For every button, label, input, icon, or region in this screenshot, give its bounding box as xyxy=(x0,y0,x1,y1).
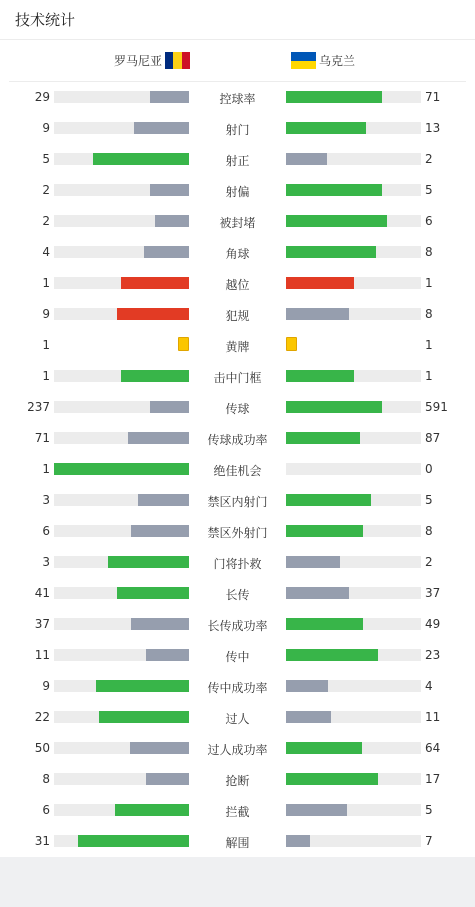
away-bar-fill xyxy=(286,370,354,382)
stat-label: 传中成功率 xyxy=(207,681,268,695)
away-value: 17 xyxy=(425,772,441,786)
away-bar-fill xyxy=(286,432,360,444)
away-value: 5 xyxy=(425,803,433,817)
home-value: 41 xyxy=(34,586,50,600)
home-bar-fill xyxy=(144,246,189,258)
away-bar-fill xyxy=(286,525,363,537)
home-bar-fill xyxy=(150,91,189,103)
ukraine-flag-icon xyxy=(291,52,316,69)
stat-row xyxy=(0,522,475,542)
away-value: 591 xyxy=(425,400,448,414)
away-value: 13 xyxy=(425,121,441,135)
stat-row xyxy=(0,119,475,139)
away-bar-fill xyxy=(286,91,382,103)
home-bar xyxy=(54,277,189,289)
home-value: 1 xyxy=(42,276,50,290)
home-bar-fill xyxy=(134,122,189,134)
home-value: 6 xyxy=(42,524,50,538)
home-bar xyxy=(54,401,189,413)
home-bar xyxy=(54,308,189,320)
stat-label: 拦截 xyxy=(225,805,250,819)
away-value: 1 xyxy=(425,369,433,383)
home-bar-fill xyxy=(146,773,189,785)
stat-label: 门将扑救 xyxy=(213,557,262,571)
home-bar xyxy=(54,618,189,630)
section-title: 技术统计 xyxy=(15,11,76,29)
away-value: 1 xyxy=(425,338,433,352)
away-bar xyxy=(286,401,421,413)
away-bar xyxy=(286,742,421,754)
home-bar xyxy=(54,370,189,382)
home-bar-fill xyxy=(108,556,189,568)
home-value: 237 xyxy=(27,400,50,414)
away-value: 5 xyxy=(425,183,433,197)
stat-row xyxy=(0,88,475,108)
stat-label: 越位 xyxy=(225,278,250,292)
stat-row xyxy=(0,398,475,418)
away-bar xyxy=(286,649,421,661)
home-team-name: 罗马尼亚 xyxy=(113,54,162,68)
stat-label: 黄牌 xyxy=(225,340,250,354)
home-bar-fill xyxy=(150,401,189,413)
yellow-card-icon xyxy=(286,337,297,351)
away-bar-fill xyxy=(286,556,340,568)
home-bar-fill xyxy=(131,618,189,630)
stat-label: 射偏 xyxy=(225,185,250,199)
stat-label: 抢断 xyxy=(225,774,250,788)
romania-flag-icon xyxy=(165,52,190,69)
away-bar-fill xyxy=(286,494,371,506)
home-bar xyxy=(54,463,189,475)
stat-label: 射门 xyxy=(225,123,250,137)
home-value: 3 xyxy=(42,555,50,569)
home-bar-fill xyxy=(138,494,189,506)
home-bar-fill xyxy=(146,649,189,661)
away-bar-fill xyxy=(286,246,376,258)
away-bar xyxy=(286,215,421,227)
home-value: 9 xyxy=(42,121,50,135)
home-bar xyxy=(54,494,189,506)
away-value: 7 xyxy=(425,834,433,848)
away-value: 8 xyxy=(425,245,433,259)
section-header xyxy=(0,0,475,40)
away-bar xyxy=(286,711,421,723)
stat-row xyxy=(0,460,475,480)
away-bar xyxy=(286,370,421,382)
home-bar-fill xyxy=(99,711,189,723)
stat-label: 传球 xyxy=(225,402,250,416)
home-value: 31 xyxy=(34,834,50,848)
away-bar xyxy=(286,773,421,785)
stat-row xyxy=(0,553,475,573)
home-bar xyxy=(54,153,189,165)
home-bar-fill xyxy=(131,525,189,537)
home-value: 1 xyxy=(42,369,50,383)
home-value: 22 xyxy=(34,710,50,724)
home-value: 29 xyxy=(34,90,50,104)
yellow-card-icon xyxy=(178,337,189,351)
away-bar-fill xyxy=(286,122,366,134)
home-bar xyxy=(54,246,189,258)
stat-label: 击中门框 xyxy=(213,371,262,385)
away-bar xyxy=(286,494,421,506)
away-value: 4 xyxy=(425,679,433,693)
home-value: 6 xyxy=(42,803,50,817)
home-bar xyxy=(54,184,189,196)
away-value: 71 xyxy=(425,90,441,104)
home-bar xyxy=(54,680,189,692)
away-value: 2 xyxy=(425,152,433,166)
away-value: 23 xyxy=(425,648,441,662)
home-value: 9 xyxy=(42,307,50,321)
home-value: 37 xyxy=(34,617,50,631)
away-bar-fill xyxy=(286,680,328,692)
home-value: 4 xyxy=(42,245,50,259)
away-bar-fill xyxy=(286,401,382,413)
home-value: 2 xyxy=(42,214,50,228)
home-team xyxy=(114,52,190,69)
stat-label: 禁区内射门 xyxy=(207,495,268,509)
away-value: 49 xyxy=(425,617,441,631)
stat-row xyxy=(0,739,475,759)
stat-label: 角球 xyxy=(225,247,250,261)
home-bar-fill xyxy=(150,184,189,196)
home-bar-fill xyxy=(117,308,189,320)
away-bar xyxy=(286,804,421,816)
away-value: 6 xyxy=(425,214,433,228)
home-value: 1 xyxy=(42,462,50,476)
away-value: 8 xyxy=(425,307,433,321)
home-bar xyxy=(54,711,189,723)
away-bar xyxy=(286,835,421,847)
away-bar xyxy=(286,587,421,599)
away-value: 64 xyxy=(425,741,441,755)
home-bar-fill xyxy=(96,680,189,692)
away-value: 0 xyxy=(425,462,433,476)
home-bar xyxy=(54,773,189,785)
away-bar xyxy=(286,184,421,196)
stat-row xyxy=(0,150,475,170)
stat-row xyxy=(0,243,475,263)
away-bar-fill xyxy=(286,184,382,196)
away-value: 5 xyxy=(425,493,433,507)
away-value: 8 xyxy=(425,524,433,538)
stat-row xyxy=(0,677,475,697)
stat-row xyxy=(0,429,475,449)
away-bar xyxy=(286,246,421,258)
away-bar-fill xyxy=(286,308,349,320)
away-bar xyxy=(286,91,421,103)
stat-label: 控球率 xyxy=(219,92,256,106)
away-bar-fill xyxy=(286,773,378,785)
away-bar xyxy=(286,277,421,289)
home-bar xyxy=(54,432,189,444)
away-bar-fill xyxy=(286,835,310,847)
stat-label: 长传 xyxy=(225,588,250,602)
away-bar-fill xyxy=(286,215,387,227)
stat-label: 传中 xyxy=(225,650,250,664)
home-bar xyxy=(54,122,189,134)
stat-label: 被封堵 xyxy=(219,216,256,230)
stat-label: 过人成功率 xyxy=(207,743,268,757)
home-bar xyxy=(54,525,189,537)
home-value: 71 xyxy=(34,431,50,445)
home-value: 2 xyxy=(42,183,50,197)
home-bar-fill xyxy=(115,804,189,816)
away-team-name: 乌克兰 xyxy=(319,54,356,68)
away-bar-fill xyxy=(286,153,327,165)
stat-row xyxy=(0,646,475,666)
away-bar xyxy=(286,122,421,134)
stat-row xyxy=(0,708,475,728)
stat-row xyxy=(0,770,475,790)
home-value: 11 xyxy=(34,648,50,662)
home-bar-fill xyxy=(117,587,189,599)
home-value: 3 xyxy=(42,493,50,507)
away-bar xyxy=(286,153,421,165)
away-bar xyxy=(286,680,421,692)
home-value: 9 xyxy=(42,679,50,693)
away-bar-fill xyxy=(286,618,363,630)
stat-row xyxy=(0,305,475,325)
stat-row xyxy=(0,584,475,604)
stat-label: 绝佳机会 xyxy=(213,464,262,478)
away-value: 1 xyxy=(425,276,433,290)
teams-row xyxy=(9,40,466,82)
home-bar-fill xyxy=(78,835,189,847)
away-value: 37 xyxy=(425,586,441,600)
home-bar-fill xyxy=(130,742,189,754)
home-bar xyxy=(54,804,189,816)
home-bar xyxy=(54,742,189,754)
away-bar-fill xyxy=(286,649,378,661)
away-bar xyxy=(286,556,421,568)
away-value: 11 xyxy=(425,710,441,724)
away-bar xyxy=(286,432,421,444)
stat-row xyxy=(0,336,475,356)
stat-label: 传球成功率 xyxy=(207,433,268,447)
home-bar-fill xyxy=(93,153,189,165)
stat-label: 射正 xyxy=(225,154,250,168)
home-bar xyxy=(54,835,189,847)
home-value: 8 xyxy=(42,772,50,786)
home-bar xyxy=(54,556,189,568)
stat-label: 解围 xyxy=(225,836,250,850)
home-bar xyxy=(54,91,189,103)
home-value: 1 xyxy=(42,338,50,352)
home-bar-fill xyxy=(121,370,189,382)
stat-row xyxy=(0,274,475,294)
away-bar-fill xyxy=(286,587,349,599)
home-bar-fill xyxy=(54,463,189,475)
stat-row xyxy=(0,801,475,821)
stat-label: 犯规 xyxy=(225,309,250,323)
stat-label: 禁区外射门 xyxy=(207,526,268,540)
away-bar xyxy=(286,463,421,475)
away-value: 87 xyxy=(425,431,441,445)
stat-row xyxy=(0,367,475,387)
away-value: 2 xyxy=(425,555,433,569)
away-bar-fill xyxy=(286,711,331,723)
home-bar xyxy=(54,649,189,661)
home-bar-fill xyxy=(128,432,189,444)
home-bar-fill xyxy=(155,215,189,227)
stat-row xyxy=(0,212,475,232)
away-bar-fill xyxy=(286,742,362,754)
home-bar xyxy=(54,587,189,599)
stat-label: 长传成功率 xyxy=(207,619,268,633)
stat-row xyxy=(0,181,475,201)
away-bar xyxy=(286,308,421,320)
away-bar xyxy=(286,618,421,630)
stat-row xyxy=(0,491,475,511)
stat-label: 过人 xyxy=(225,712,250,726)
home-bar xyxy=(54,215,189,227)
away-team xyxy=(291,52,355,69)
home-value: 5 xyxy=(42,152,50,166)
stat-row xyxy=(0,832,475,852)
stat-row xyxy=(0,615,475,635)
away-bar-fill xyxy=(286,277,354,289)
away-bar xyxy=(286,525,421,537)
home-value: 50 xyxy=(34,741,50,755)
away-bar-fill xyxy=(286,804,347,816)
home-bar-fill xyxy=(121,277,189,289)
